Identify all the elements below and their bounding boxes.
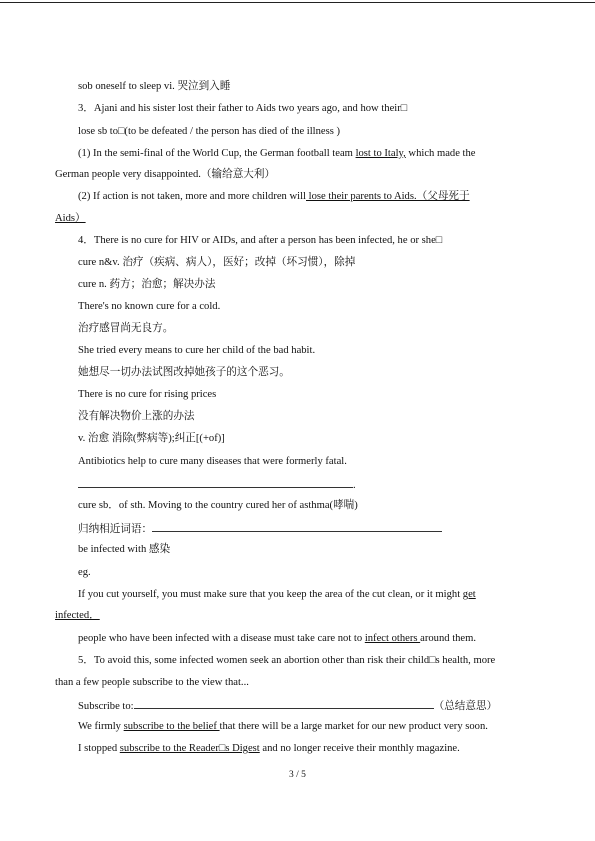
- text-line: sob oneself to sleep vi. 哭泣到入睡: [78, 81, 231, 92]
- text-line: [55, 212, 86, 226]
- text-span: .: [353, 480, 356, 491]
- text-line: [78, 632, 476, 646]
- text-line: [78, 588, 476, 602]
- text-line: lose sb to□(to be defeated / the person has died of the illness ): [78, 126, 341, 137]
- text-line: [55, 609, 100, 623]
- text-span: Subscribe to:: [78, 701, 134, 712]
- underlined-phrase: infect others: [364, 633, 421, 644]
- text-line: cure n&v. 治疗（疾病、病人），医好；改掉（坏习惯），除掉: [78, 257, 356, 268]
- text-line: [78, 477, 356, 493]
- underlined-phrase: lose their parents to Aids.（父母死于: [306, 191, 470, 202]
- text-span: which made the: [405, 148, 476, 159]
- text-line: 她想尽一切办法试图改掉她孩子的这个恶习。: [78, 367, 290, 378]
- text-span: 归纳相近词语：: [78, 524, 153, 535]
- text-line: [78, 147, 476, 161]
- underlined-phrase: subscribe to the belief: [123, 721, 220, 732]
- text-line: v. 治愈 消除(弊病等);纠正[(+of)]: [78, 433, 225, 444]
- header-rule: [0, 2, 595, 3]
- text-line: There's no known cure for a cold.: [78, 301, 221, 312]
- text-line: [78, 698, 497, 714]
- text-span: If you cut yourself, you must make sure that you keep the area of the cut clean, or it might: [78, 589, 463, 600]
- text-span: and no longer receive their monthly magazine.: [259, 743, 460, 754]
- text-line: Antibiotics help to cure many diseases that were formerly fatal.: [78, 456, 347, 467]
- text-line: 3．Ajani and his sister lost their father to Aids two years ago, and how their□: [78, 103, 408, 114]
- underlined-phrase: infected．: [55, 610, 100, 621]
- text-span: I stopped: [78, 743, 120, 754]
- text-line: [78, 190, 470, 204]
- text-line: be infected with 感染: [78, 544, 171, 555]
- text-line: [78, 521, 442, 537]
- text-line: There is no cure for rising prices: [78, 389, 217, 400]
- text-line: She tried every means to cure her child of the bad habit.: [78, 345, 316, 356]
- text-line: cure sb．of sth. Moving to the country cured her of asthma(哮喘): [78, 500, 358, 511]
- text-span: (2) If action is not taken, more and more children will: [78, 191, 306, 202]
- text-line: than a few people subscribe to the view that...: [55, 677, 249, 688]
- text-line: 治疗感冒尚无良方。: [78, 323, 174, 334]
- text-line: [78, 720, 488, 734]
- text-span: people who have been infected with a disease must take care not to: [78, 633, 365, 644]
- text-line: 4．There is no cure for HIV or AIDs, and after a person has been infected, he or she□: [78, 235, 443, 246]
- text-line: German people very disappointed.（输给意大利）: [55, 169, 276, 180]
- underlined-phrase: subscribe to the Reader□s Digest: [119, 743, 260, 754]
- text-span: around them.: [420, 633, 477, 644]
- text-line: [78, 742, 460, 756]
- text-span: that there will be a large market for our new product very soon.: [219, 721, 488, 732]
- underlined-phrase: get: [462, 589, 476, 600]
- text-line: eg.: [78, 567, 91, 578]
- underlined-phrase: lost to Italy,: [355, 148, 406, 159]
- text-span: （总结意思）: [433, 701, 498, 712]
- text-line: cure n. 药方；治愈；解决办法: [78, 279, 216, 290]
- page-number: 3 / 5: [289, 770, 306, 780]
- text-span: (1) In the semi-final of the World Cup, the German football team: [78, 148, 356, 159]
- answer-blank: [152, 521, 442, 532]
- text-line: 没有解决物价上涨的办法: [78, 411, 195, 422]
- text-line: 5．To avoid this, some infected women seek an abortion other than risk their child□s health, more: [78, 655, 496, 666]
- text-span: We firmly: [78, 721, 124, 732]
- underlined-phrase: Aids）: [55, 213, 86, 224]
- answer-blank: [78, 477, 353, 488]
- answer-blank: [134, 698, 434, 709]
